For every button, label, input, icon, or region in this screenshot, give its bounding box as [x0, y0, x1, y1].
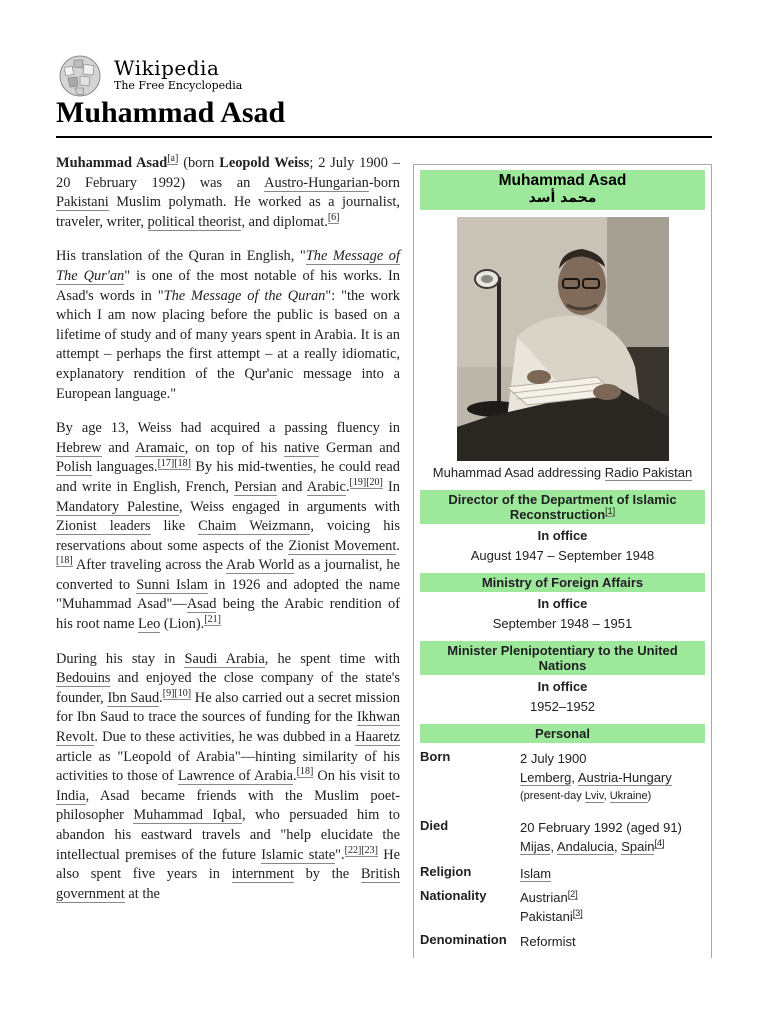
office-term: September 1948 – 1951 [492, 616, 633, 631]
footnote-18[interactable]: [18] [296, 766, 314, 778]
text: Pakistani [520, 909, 573, 924]
page-title: Muhammad Asad [56, 96, 286, 129]
religion-label: Religion [420, 864, 472, 879]
footnote-10[interactable]: [10] [174, 688, 192, 700]
link-arabic[interactable]: Arabic [306, 478, 346, 495]
office-term: August 1947 – September 1948 [470, 548, 655, 563]
footnote-20[interactable]: [20] [366, 477, 383, 489]
text: . [293, 768, 297, 785]
denomination-row [420, 932, 705, 951]
link-hebrew[interactable]: Hebrew [56, 439, 102, 456]
text: On his visit to [313, 768, 400, 785]
text: -born [368, 174, 400, 191]
link-ukraine[interactable]: Ukraine [609, 790, 648, 802]
text: , on top of his [184, 439, 285, 456]
link-sunni-islam[interactable]: Sunni Islam [136, 576, 208, 593]
office-title-text: Director of the Department of Islamic Reconstruction [448, 492, 677, 522]
text: at the [124, 885, 160, 902]
text: (present-day [520, 790, 585, 802]
nationality-value [520, 888, 705, 926]
died-place [520, 837, 705, 856]
text: like [150, 518, 199, 535]
denomination-label: Denomination [420, 932, 507, 947]
footnote-9[interactable]: [9] [162, 688, 175, 700]
link-islamic-state[interactable]: Islamic state [261, 846, 336, 863]
paragraph-early-life [56, 419, 400, 635]
wikipedia-tagline: The Free Encyclopedia [114, 79, 243, 92]
died-value [520, 818, 705, 856]
infobox [413, 164, 712, 958]
footnote-22[interactable]: [22] [344, 844, 362, 856]
text: (born [178, 155, 220, 171]
footnote-3[interactable]: [3] [572, 907, 583, 918]
link-mijas[interactable]: Mijas [520, 839, 551, 854]
footnote-23[interactable]: [23] [361, 844, 378, 856]
text: being the Arabic rendition of his root name [56, 596, 401, 633]
link-pakistani[interactable]: Pakistani [56, 194, 109, 211]
separator: , [603, 790, 610, 802]
denomination-value: Reformist [520, 934, 576, 949]
religion-value [520, 864, 705, 883]
footnote-17[interactable]: [17] [157, 457, 175, 469]
caption-text: Muhammad Asad addressing [432, 465, 605, 480]
paragraph-saudi-arabia [56, 650, 400, 905]
died-date: 20 February 1992 (aged 91) [520, 820, 682, 835]
link-lemberg[interactable]: Lemberg [520, 770, 572, 785]
born-label: Born [420, 749, 451, 764]
text: . [396, 537, 400, 554]
wikipedia-globe-logo-icon[interactable] [56, 54, 104, 98]
nationality-pakistani [520, 907, 705, 926]
text: , voicing his reservations about some aspects of the [56, 518, 400, 554]
text: article as "Leopold of Arabia"—hinting similarity of his activities to those of [56, 748, 400, 785]
footnote-2[interactable]: [2] [567, 888, 578, 899]
office-title-2: Ministry of Foreign Affairs [420, 573, 705, 592]
nationality-label: Nationality [420, 888, 487, 903]
link-zionist-movement[interactable]: Zionist Movement [288, 537, 397, 554]
link-ikhwan-revolt[interactable]: Ikhwan Revolt [56, 709, 400, 746]
text: During his stay in [56, 650, 185, 667]
article-body [56, 154, 400, 919]
link-polish[interactable]: Polish [56, 459, 92, 476]
separator: , [571, 770, 578, 785]
personal-heading: Personal [420, 724, 705, 743]
text: After traveling across the [72, 557, 227, 574]
text: and [101, 439, 136, 456]
text: . Due to these activities, he was dubbed in a [94, 729, 356, 746]
infobox-native-name: محمد أسد [528, 190, 597, 206]
text: By age 13, Weiss had acquired a passing fluency in [56, 420, 400, 437]
link-lawrence-of-arabia[interactable]: Lawrence of Arabia [177, 768, 294, 785]
text: , Weiss engaged in arguments with [178, 498, 400, 515]
text: By his mid-twenties, he could read and write in English, French, [56, 459, 400, 495]
text: . [345, 478, 350, 495]
link-austro-hungarian[interactable]: Austro-Hungarian [264, 174, 369, 191]
link-austria-hungary[interactable]: Austria-Hungary [577, 770, 672, 785]
paragraph-translation [56, 247, 400, 404]
link-muhammad-iqbal[interactable]: Muhammad Iqbal [133, 807, 242, 824]
link-radio-pakistan[interactable]: Radio Pakistan [604, 465, 693, 480]
book-title: The Message of the Quran [163, 287, 326, 304]
link-asad[interactable]: Asad [186, 596, 217, 613]
link-chaim-weizmann[interactable]: Chaim Weizmann [198, 518, 311, 535]
born-present-day [520, 787, 705, 806]
nationality-austrian [520, 888, 705, 907]
separator: , [613, 839, 622, 854]
separator: , [550, 839, 557, 854]
text: Austrian [520, 890, 568, 905]
text: , who persuaded him to abandon his eastward travels and "help elucidate the intellectual premises of the future [56, 807, 401, 863]
link-haaretz[interactable]: Haaretz [355, 729, 400, 746]
text: languages. [92, 459, 158, 476]
text: Muslim polymath. He worked as a journalist, traveler, writer, [56, 194, 400, 230]
link-andalucia[interactable]: Andalucia [556, 839, 614, 854]
text: (Lion). [160, 616, 205, 633]
infobox-title [420, 170, 705, 210]
text: and enjoyed the close company of the state's founder, [56, 670, 400, 706]
text: , Asad became friends with the Muslim poet-philosopher [56, 787, 400, 824]
footnote-21[interactable]: [21] [204, 614, 221, 626]
link-lviv[interactable]: Lviv [584, 790, 604, 802]
footnote-1[interactable]: [1] [605, 505, 616, 516]
footnote-4[interactable]: [4] [654, 837, 665, 848]
link-india[interactable]: India [56, 787, 86, 804]
text: and [276, 478, 307, 495]
born-row [420, 749, 705, 806]
link-internment[interactable]: internment [231, 866, 294, 883]
link-british-government[interactable]: British government [56, 866, 401, 902]
in-office-label: In office [537, 679, 588, 694]
portrait-photo-image [457, 217, 669, 461]
site-header[interactable] [56, 54, 356, 94]
text: He also spent five years in [56, 846, 400, 883]
text: He also carried out a secret mission for Ibn Saud to trace the sources of funding for the [56, 689, 401, 726]
link-message-of-the-quran[interactable]: The Message of The Qur'an [56, 248, 400, 284]
link-arab-world[interactable]: Arab World [226, 557, 295, 574]
text: in 1926 and adopted the name "Muhammad Asad"— [56, 576, 400, 613]
footnote-6[interactable]: [6] [327, 211, 340, 223]
born-place [520, 768, 705, 787]
portrait-caption [414, 465, 711, 480]
born-date: 2 July 1900 [520, 751, 587, 766]
birth-name: Leopold Weiss [219, 155, 310, 171]
religion-row [420, 864, 705, 883]
text: , and diplomat. [241, 213, 328, 230]
died-label: Died [420, 818, 449, 833]
paragraph-intro [56, 154, 400, 232]
text: His translation of the Quran in English, " [56, 248, 306, 265]
nationality-row [420, 888, 705, 926]
link-islam[interactable]: Islam [520, 866, 552, 881]
subject-name: Muhammad Asad [56, 155, 168, 171]
link-bedouins[interactable]: Bedouins [56, 670, 111, 687]
text: , he spent time with [264, 650, 400, 667]
text: In [382, 478, 400, 495]
text: by the [293, 866, 361, 883]
link-leo[interactable]: Leo [137, 616, 161, 633]
text: ) [647, 790, 652, 802]
link-zionist-leaders[interactable]: Zionist leaders [56, 518, 151, 535]
text: . [159, 689, 163, 706]
footnote-18[interactable]: [18] [174, 457, 191, 469]
link-saudi-arabia[interactable]: Saudi Arabia [184, 650, 265, 667]
link-political-theorist[interactable]: political theorist [147, 213, 242, 230]
text: ": "the work which I am now placing before the public is based on a lifetime of study and of many years spent in Arabia. It is an attempt – perhaps the first attempt – at a really idiomatic, explanatory rendition of the Qur'anic message into a European language." [56, 287, 400, 402]
born-value [520, 749, 705, 806]
text: ". [335, 846, 345, 863]
died-row [420, 818, 705, 856]
link-persian[interactable]: Persian [234, 478, 277, 495]
in-office-label: In office [537, 528, 588, 543]
portrait-photo[interactable] [457, 217, 669, 461]
wikipedia-wordmark[interactable]: Wikipedia [114, 56, 220, 80]
office-term: 1952–1952 [529, 699, 596, 714]
text: " is one of the most notable of his works. In Asad's words in " [56, 267, 400, 304]
in-office-label: In office [537, 596, 588, 611]
text: as a journalist, he converted to [56, 557, 400, 593]
text: ; 2 July 1900 – 20 February 1992) was an [56, 155, 400, 191]
link-spain[interactable]: Spain [621, 839, 655, 854]
office-title-1 [420, 490, 705, 524]
footnote-18[interactable]: [18] [56, 555, 73, 567]
footnote-a[interactable]: [a] [167, 153, 179, 165]
link-aramaic[interactable]: Aramaic [135, 439, 185, 456]
link-native[interactable]: native [284, 439, 320, 456]
link-mandatory-palestine[interactable]: Mandatory Palestine [56, 498, 179, 515]
text: German and [319, 439, 400, 456]
infobox-name: Muhammad Asad [498, 172, 627, 189]
footnote-19[interactable]: [19] [349, 477, 367, 489]
link-ibn-saud[interactable]: Ibn Saud [107, 689, 160, 706]
title-divider [56, 136, 712, 138]
office-title-3: Minister Plenipotentiary to the United Nations [420, 641, 705, 675]
